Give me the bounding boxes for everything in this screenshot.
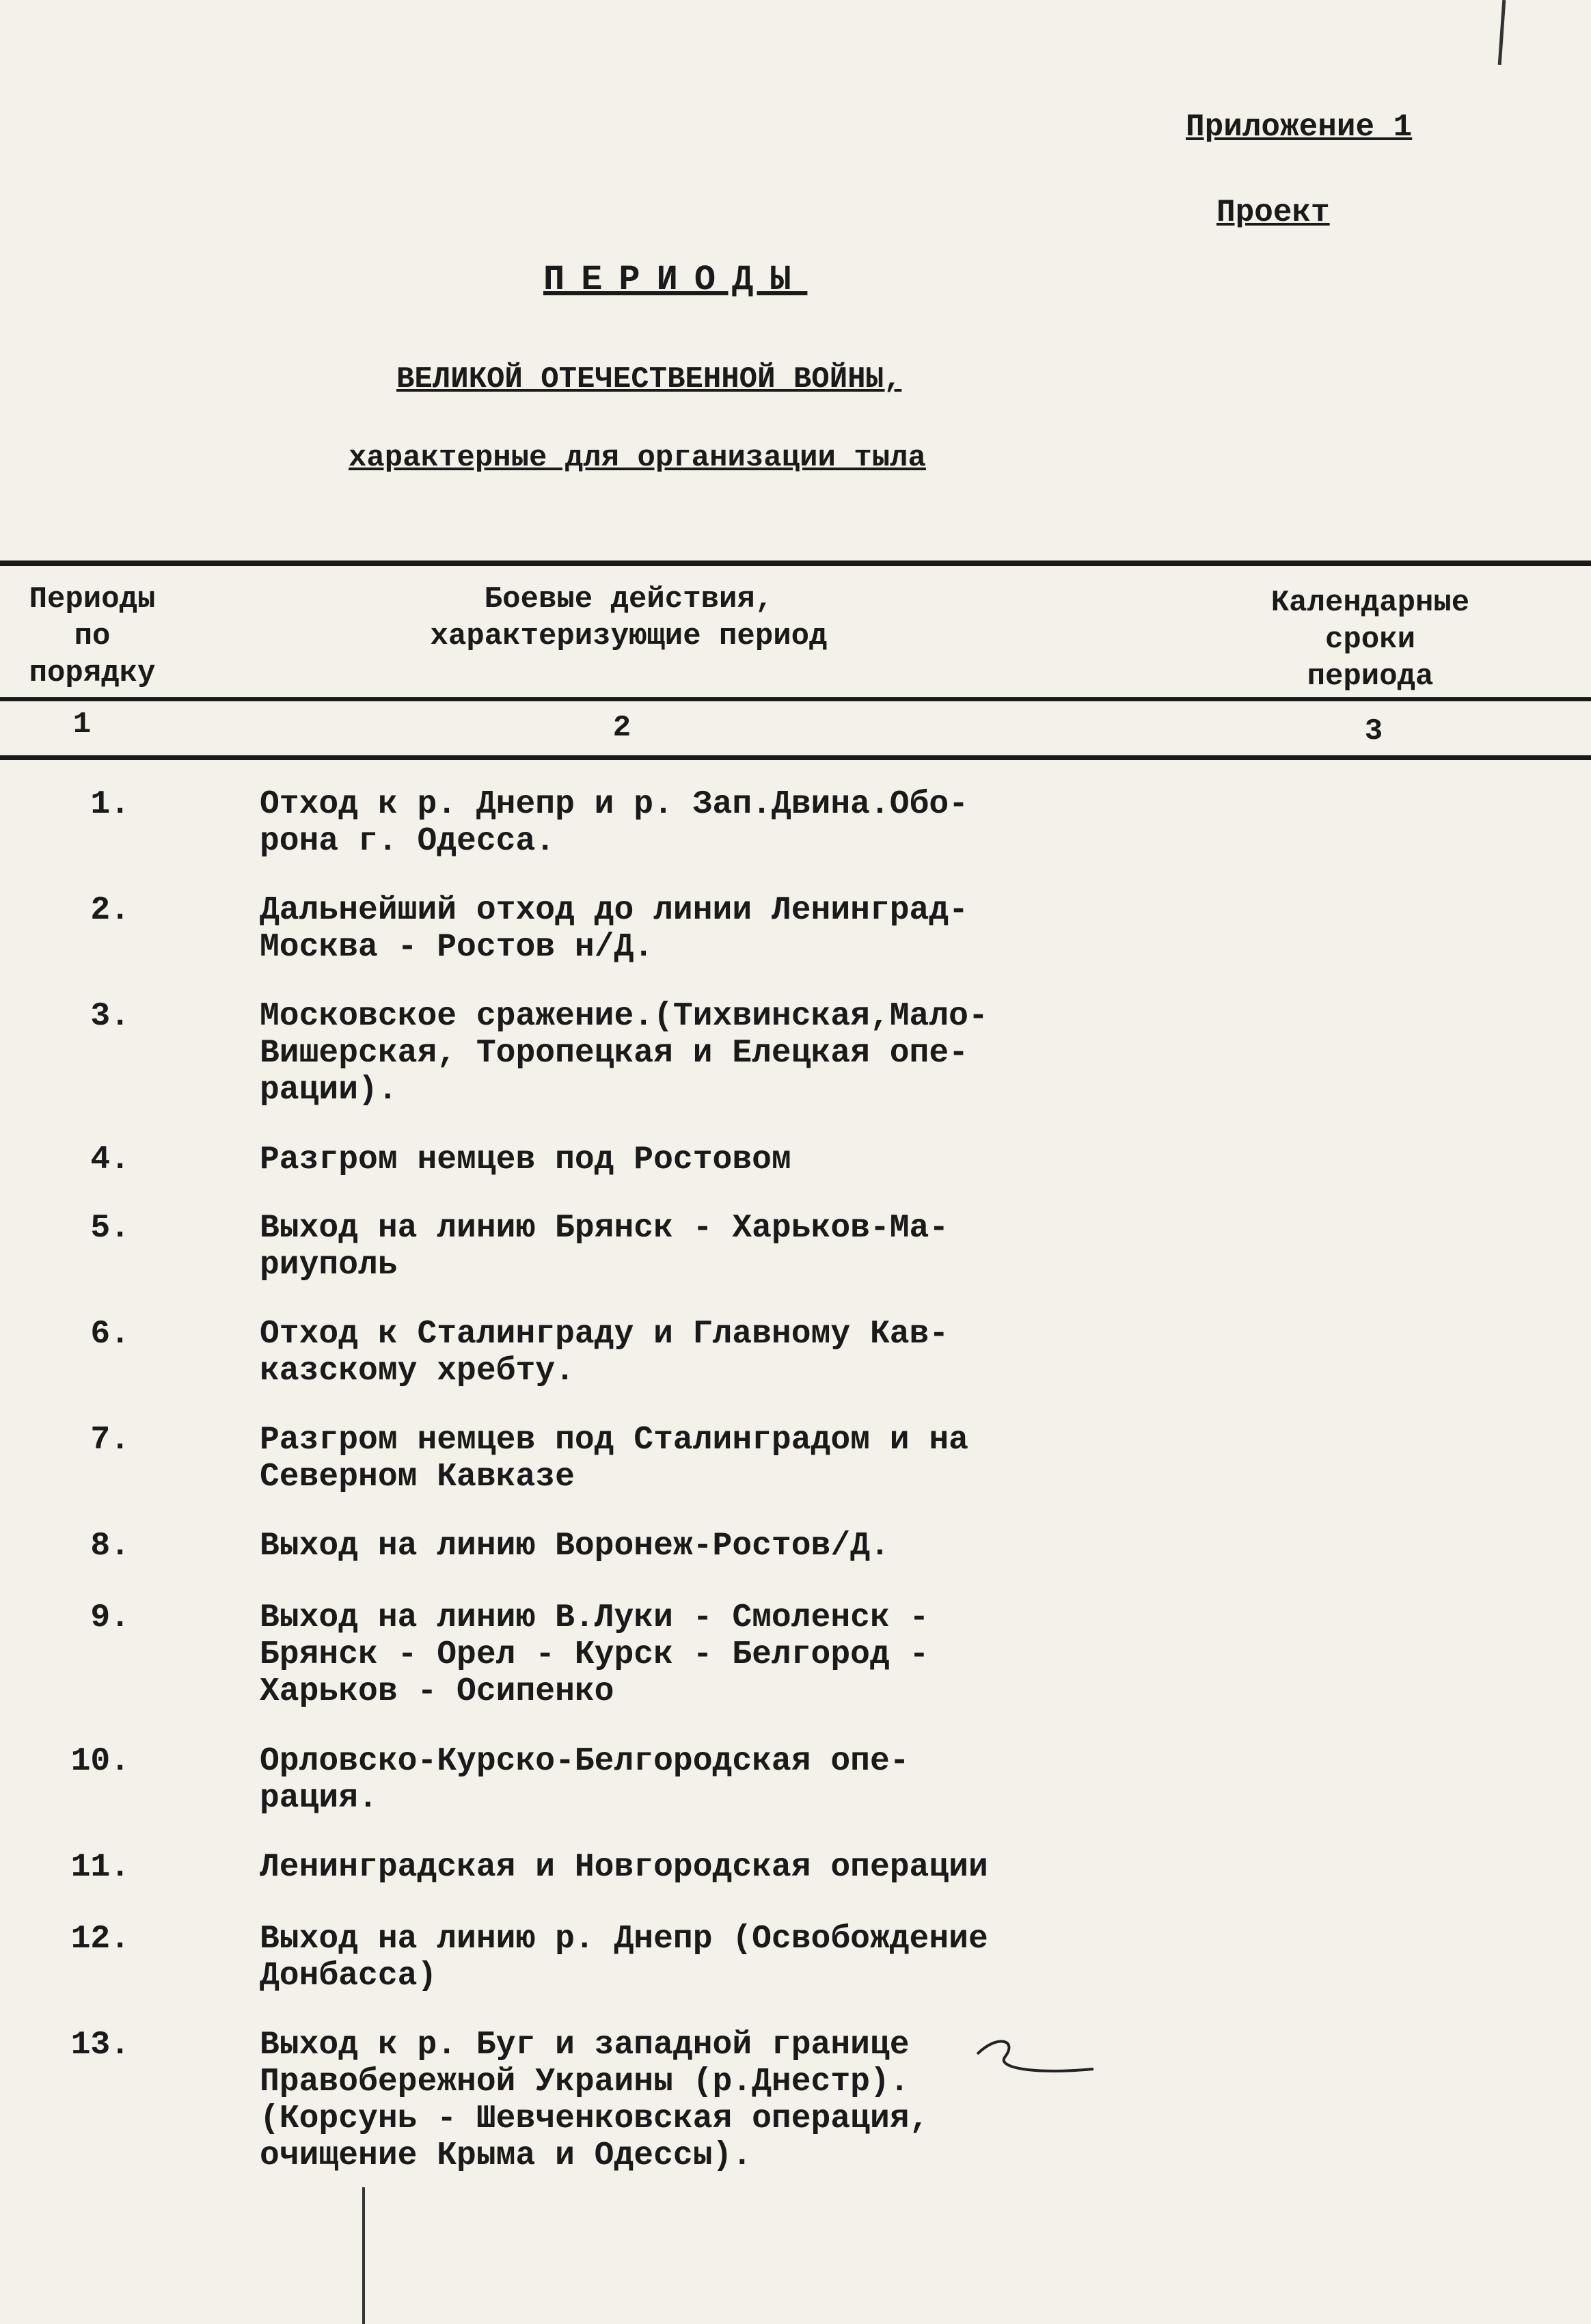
bottom-pen-stroke xyxy=(362,2187,365,2324)
row-text: Выход на линию р. Днепр (Освобождение Донбасса) xyxy=(260,1921,988,1995)
appendix-label: Приложение 1 xyxy=(1186,109,1413,145)
row-number: 5. xyxy=(90,1210,130,1247)
draft-label: Проект xyxy=(1216,195,1330,230)
column-number-rule xyxy=(0,755,1591,760)
row-number: 12. xyxy=(70,1921,130,1958)
column-number-3: 3 xyxy=(1364,714,1383,748)
row-number: 4. xyxy=(90,1141,130,1178)
header-divider-rule xyxy=(0,697,1591,701)
row-number: 7. xyxy=(90,1422,130,1459)
row-number: 13. xyxy=(70,2027,130,2064)
margin-pen-mark xyxy=(1498,0,1506,65)
title-line-1: ВЕЛИКОЙ ОТЕЧЕСТВЕННОЙ ВОЙНЫ, xyxy=(396,362,902,396)
row-text: Отход к Сталинграду и Главному Кав- казскому хребту. xyxy=(260,1316,949,1390)
title-line-2: характерные для организации тыла xyxy=(349,441,926,475)
row-number: 3. xyxy=(90,998,130,1035)
table-top-rule xyxy=(0,560,1591,566)
row-number: 8. xyxy=(90,1528,130,1565)
column-header-dates: Календарные сроки периода xyxy=(1270,586,1470,694)
row-text: Московское сражение.(Тихвинская,Мало- Вишерская, Торопецкая и Елецкая опе- рации). xyxy=(260,998,988,1109)
row-number: 1. xyxy=(90,786,130,823)
row-text: Дальнейший отход до линии Ленинград- Москва - Ростов н/Д. xyxy=(260,892,968,966)
column-header-periods: Периоды по порядку xyxy=(29,582,156,690)
row-text: Ленинградская и Новгородская операции xyxy=(260,1849,988,1886)
column-number-1: 1 xyxy=(72,707,92,742)
row-number: 10. xyxy=(70,1743,130,1780)
row-number: 11. xyxy=(70,1849,130,1886)
row-text: Разгром немцев под Сталинградом и на Северном Кавказе xyxy=(260,1422,968,1496)
row-number: 6. xyxy=(90,1316,130,1353)
column-number-2: 2 xyxy=(612,711,631,745)
row-text: Выход на линию Воронеж-Ростов/Д. xyxy=(260,1528,890,1565)
column-header-actions: Боевые действия, характеризующие период xyxy=(430,582,828,653)
row-text: Отход к р. Днепр и р. Зап.Двина.Обо- рона г. Одесса. xyxy=(260,786,968,860)
row-text: Выход на линию В.Луки - Смоленск - Брянск - Орел - Курск - Белгород - Харьков - Осипенко xyxy=(260,1599,929,1710)
row-number: 9. xyxy=(90,1599,130,1636)
row-text: Разгром немцев под Ростовом xyxy=(260,1141,791,1178)
row-text: Выход к р. Буг и западной границе Правобережной Украины (р.Днестр). (Корсунь - Шевченковская операция, очищение Крыма и Одессы). xyxy=(260,2027,929,2174)
handwritten-squiggle-mark xyxy=(970,2027,1100,2088)
row-text: Орловско-Курско-Белгородская опе- рация. xyxy=(260,1743,910,1817)
row-text: Выход на линию Брянск - Харьков-Ма- риуполь xyxy=(260,1210,949,1284)
page-title: ПЕРИОДЫ xyxy=(543,260,808,300)
row-number: 2. xyxy=(90,892,130,929)
